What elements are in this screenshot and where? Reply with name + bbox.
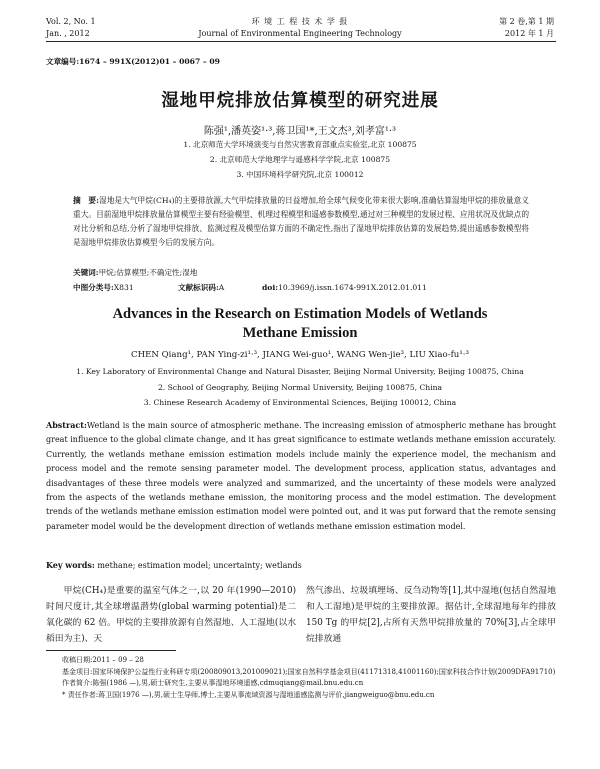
abstract-en	[46, 418, 556, 534]
abstract-en-label: Abstract:	[46, 420, 87, 430]
affiliation-cn-2: 2. 北京师范大学地理学与遥感科学学院,北京 100875	[209, 155, 391, 164]
doc-code-value: A	[218, 283, 225, 292]
keywords-en-text: methane; estimation model; uncertainty; wetlands	[97, 561, 302, 570]
footnote-received: 收稿日期:2011 – 09 – 28	[62, 656, 144, 664]
authors-cn: 陈强¹,潘英姿¹·³,蒋卫国¹*,王文杰³,刘孝富¹·³	[203, 126, 397, 137]
footnote-rule	[46, 650, 176, 651]
keywords-en	[46, 560, 302, 570]
footnote-author: 作者简介:陈强(1986 —),男,硕士研究生,主要从事湿地环境遥感,cdmuqiang@mail.bnu.edu.cn	[62, 679, 364, 687]
clc-number	[73, 283, 134, 293]
abstract-cn-text: 湿地是大气甲烷(CH₄)的主要排放源,大气甲烷排放量的日益增加,给全球气候变化带来很大影响,准确估算湿地甲烷的排放量意义重大。目前湿地甲烷排放量估算模型主要有经验模型、机理过程模型和遥感参数模型,通过对三种模型的发展过程、应用状况及优缺点的对比分析和总结,分析了湿地甲烷排放、监测过程及模型估算方面的不确定性,指出了湿地甲烷排放估算的发展趋势,提出遥感参数模型将是湿地甲烷排放估算模型今后的发展方向。	[73, 196, 530, 247]
clc-value: X831	[113, 283, 134, 292]
journal-title-en: Journal of Environmental Engineering Technology	[198, 29, 402, 38]
doi-value: 10.3969/j.issn.1674-991X.2012.01.011	[278, 283, 427, 292]
footnotes	[62, 655, 556, 701]
affiliation-en-1: 1. Key Laboratory of Environmental Change and Natural Disaster, Beijing Normal University, Beijing 100875, China	[76, 367, 524, 376]
keywords-cn-text: 甲烷;估算模型;不确定性;湿地	[98, 268, 198, 277]
body-column-left: 甲烷(CH₄)是重要的温室气体之一,以 20 年(1990—2010)时间尺度计,其全球增温潜势(global warming potential)是二氧化碳的 62 倍。甲烷的主要排放源有自然湿地、人工湿地(以水稻田为主)、天	[46, 586, 296, 644]
authors-en: CHEN Qiang¹, PAN Ying-zi¹·³, JIANG Wei-guo¹, WANG Wen-jie³, LIU Xiao-fu¹·³	[131, 350, 469, 360]
journal-title-cn: 环 境 工 程 技 术 学 报	[251, 17, 349, 26]
doi	[262, 283, 427, 293]
abstract-en-text: Wetland is the main source of atmospheric methane. The increasing emission of atmospheric methane has brought great influence to the global climate change, and it has great significance to estimate wetlands methane emission accurately. Currently, the wetlands methane emission estimation models include mainly the experience model, the mechanism and process model and the remote sensing parameter model. The development process, application status, advantages and disadvantages of these three models were analyzed and summarized, and the uncertainty of these models were analyzed from the aspects of the wetlands methane emission, the monitoring process and the model estimation. The development trends of the wetlands methane emission estimation model were pointed out, and it was put forward that the remote sensing parameter model would be the development direction of wetlands methane emission estimation model.	[46, 421, 556, 531]
abstract-cn	[73, 194, 529, 250]
page-title-en-line1: Advances in the Research on Estimation Models of Wetlands	[112, 306, 488, 322]
volume-label: Vol. 2, No. 1	[46, 17, 96, 26]
affiliation-cn-3: 3. 中国环境科学研究院,北京 100012	[236, 170, 364, 179]
keywords-cn-label: 关键词:	[73, 268, 99, 277]
keywords-cn	[73, 268, 197, 278]
clc-label: 中图分类号:	[73, 283, 114, 292]
affiliation-en-3: 3. Chinese Research Academy of Environmental Sciences, Beijing 100012, China	[143, 398, 457, 407]
page-title-cn: 湿地甲烷排放估算模型的研究进展	[161, 91, 439, 111]
doc-code-label: 文献标识码:	[178, 283, 219, 292]
affiliation-cn-1: 1. 北京师范大学环境演变与自然灾害教育部重点实验室,北京 100875	[183, 140, 417, 149]
page-title-en-line2: Methane Emission	[242, 325, 358, 341]
affiliation-en-2: 2. School of Geography, Beijing Normal University, Beijing 100875, China	[157, 383, 443, 392]
header-rule	[46, 41, 556, 42]
issue-date-cn: 2012 年 1 月	[504, 29, 554, 38]
doi-label: doi:	[262, 283, 279, 292]
abstract-cn-label: 摘 要:	[73, 196, 99, 205]
article-number: 文章编号:1674 – 991X(2012)01 – 0067 – 09	[46, 57, 220, 66]
body-column-right: 然气渗出、垃圾填埋场、反刍动物等[1],其中湿地(包括自然湿地和人工湿地)是甲烷的主要排放源。据估计,全球湿地每年约排放 150 Tg 的甲烷[2],占所有天然甲烷排放量的 70%[3],占全球甲烷排放通	[306, 586, 556, 644]
document-code	[178, 283, 224, 293]
keywords-en-label: Key words:	[46, 560, 95, 570]
footnote-corresponding: * 责任作者:蒋卫国(1976 —),男,硕士生导师,博士,主要从事流域资源与湿地遥感监测与评价,jiangweiguo@bnu.edu.cn	[62, 690, 435, 699]
volume-label-cn: 第 2 卷,第 1 期	[499, 17, 554, 26]
footnote-funding: 基金项目:国家环境保护公益性行业科研专项(200809013,201009021);国家自然科学基金项目(41171318,41001160);国家科技合作计划(2009DFA91710)	[62, 667, 556, 676]
issue-date-label: Jan. , 2012	[46, 29, 90, 38]
